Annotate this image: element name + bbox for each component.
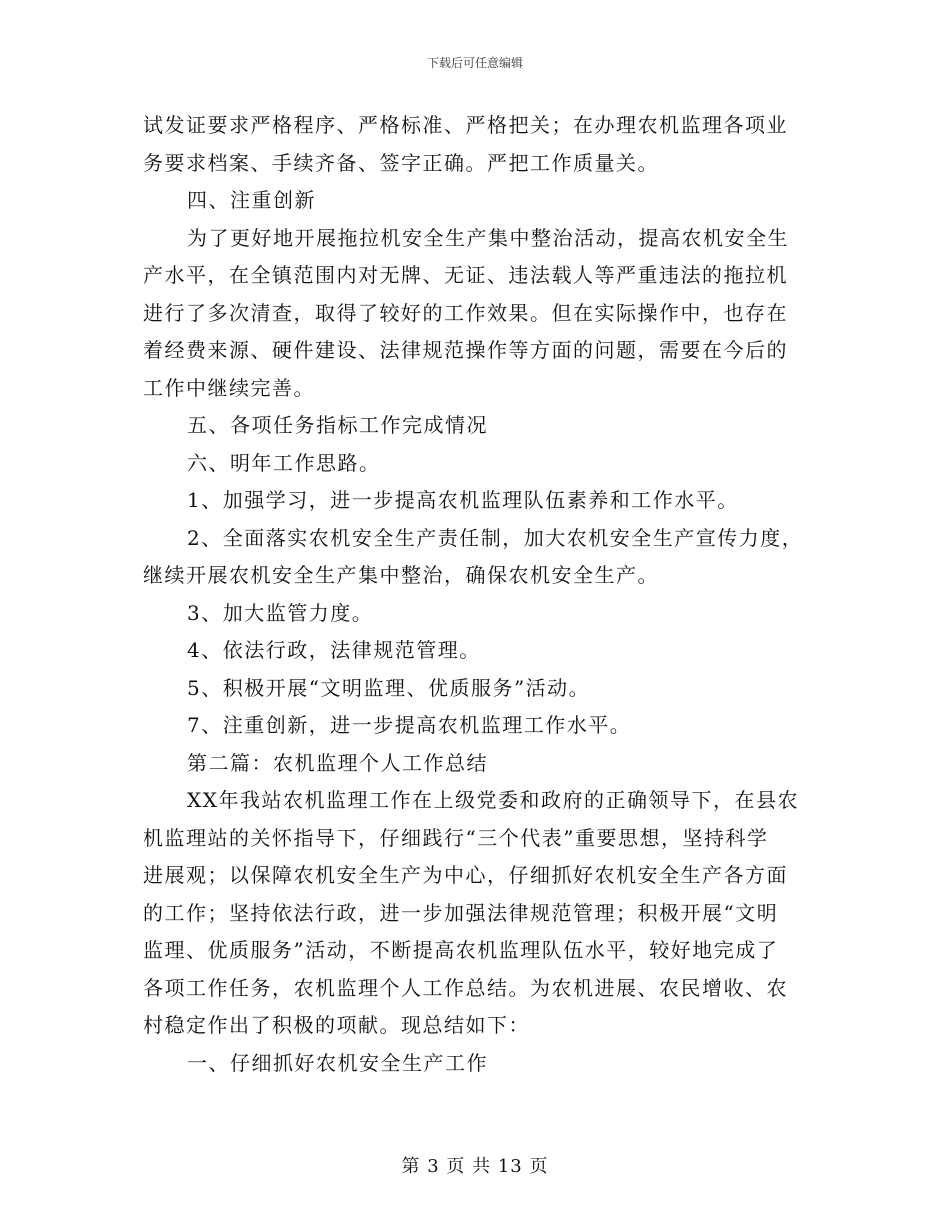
body-line: 着经费来源、硬件建设、法律规范操作等方面的问题，需要在今后的 — [143, 338, 788, 362]
list-item: 2、全面落实农机安全生产责任制，加大农机安全生产宣传力度， — [187, 525, 804, 550]
body-line: 村稳定作出了积极的项献。现总结如下： — [143, 1013, 530, 1037]
body-line: 各项工作任务，农机监理个人工作总结。为农机进展、农民增收、农 — [143, 975, 788, 1000]
body-line: 进展观；以保障农机安全生产为中心，仔细抓好农机安全生产各方面 — [143, 863, 788, 887]
list-item: 5、积极开展“文明监理、优质服务”活动。 — [187, 675, 591, 700]
body-line: 试发证要求严格程序、严格标准、严格把关；在办理农机监理各项业 — [143, 113, 788, 137]
body-line: 机监理站的关怀指导下，仔细践行“三个代表”重要思想，坚持科学 — [143, 825, 769, 850]
body-line: 的工作；坚持依法行政，进一步加强法律规范管理；积极开展“文明 — [143, 900, 779, 925]
page-header: 下载后可任意编辑 — [426, 56, 523, 70]
section-heading: 一、仔细抓好农机安全生产工作 — [187, 1050, 488, 1075]
body-line: 监理、优质服务”活动，不断提高农机监理队伍水平，较好地完成了 — [143, 938, 779, 962]
list-item: 1、加强学习，进一步提高农机监理队伍素养和工作水平。 — [187, 488, 739, 512]
list-item: 7、注重创新，进一步提高农机监理工作水平。 — [187, 713, 632, 737]
body-line: 产水平，在全镇范围内对无牌、无证、违法载人等严重违法的拖拉机 — [143, 263, 788, 287]
body-line: 工作中继续完善。 — [143, 375, 315, 400]
chapter-heading: 第二篇：农机监理个人工作总结 — [187, 750, 488, 775]
section-heading: 四、注重创新 — [187, 188, 316, 212]
body-line: 为了更好地开展拖拉机安全生产集中整治活动，提高农机安全生 — [187, 225, 789, 250]
body-line: 务要求档案、手续齐备、签字正确。严把工作质量关。 — [143, 150, 659, 175]
list-item: 3、加大监管力度。 — [187, 600, 374, 625]
section-heading: 六、明年工作思路。 — [187, 450, 381, 475]
page-number: 第 3 页 共 13 页 — [401, 1156, 549, 1177]
body-line: 继续开展农机安全生产集中整治，确保农机安全生产。 — [143, 563, 659, 587]
body-line: XX年我站农机监理工作在上级党委和政府的正确领导下，在县农 — [187, 788, 799, 812]
section-heading: 五、各项任务指标工作完成情况 — [187, 413, 488, 437]
document-body — [143, 107, 803, 1082]
list-item: 4、依法行政，法律规范管理。 — [187, 638, 481, 662]
body-line: 进行了多次清查，取得了较好的工作效果。但在实际操作中，也存在 — [143, 300, 788, 325]
